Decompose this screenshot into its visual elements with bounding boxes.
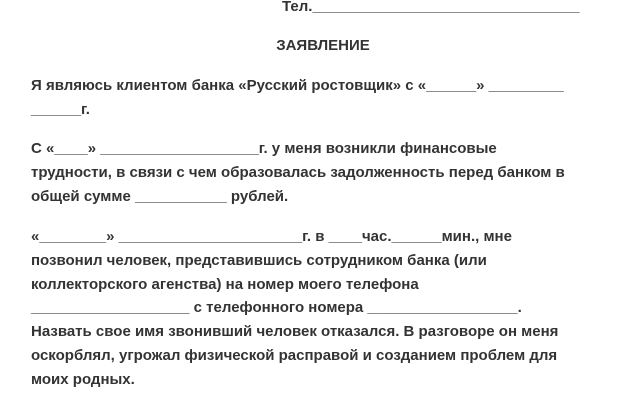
paragraph-3-line-5: Назвать свое имя звонивший человек отказался. В разговоре он меня	[31, 323, 559, 340]
paragraph-1-line-1: Я являюсь клиентом банка «Русский ростовщик» с «______» _________	[31, 77, 564, 94]
paragraph-3-line-2: позвонил человек, представившись сотрудником банка (или	[31, 252, 487, 269]
paragraph-3-line-3: коллекторского агенства) на номер моего телефона	[31, 276, 419, 293]
phone-field-line: Тел.________________________________	[282, 0, 580, 15]
paragraph-3-line-1: «________» ______________________г. в ____час.______мин., мне	[31, 228, 512, 245]
paragraph-2-line-1: С «____» ___________________г. у меня возникли финансовые	[31, 140, 497, 157]
paragraph-2-line-2: трудности, в связи с чем образовалась задолженность перед банком в	[31, 164, 565, 181]
paragraph-3-line-6: оскорблял, угрожал физической расправой и созданием проблем для	[31, 347, 558, 364]
document-title: ЗАЯВЛЕНИЕ	[276, 37, 370, 54]
paragraph-3-line-7: моих родных.	[31, 371, 135, 388]
paragraph-1-line-2: ______г.	[31, 101, 90, 118]
paragraph-3-line-4: ___________________ с телефонного номера __________________.	[31, 299, 522, 316]
paragraph-2-line-3: общей сумме ___________ рублей.	[31, 188, 289, 205]
